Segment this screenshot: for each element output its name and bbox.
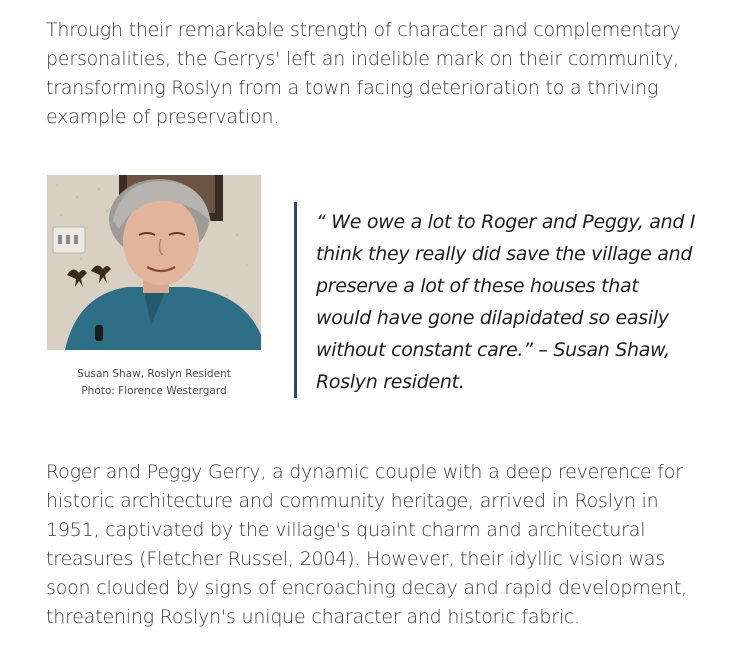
intro-paragraph: Through their remarkable strength of character and complementary personalities, the Gerrys' left an indelible mark on their community, transforming Roslyn from a town facing deterioration to a thriving example of preservation. bbox=[46, 19, 681, 128]
quote-accent-bar bbox=[294, 202, 297, 398]
caption-photo-credit: Photo: Florence Westergard bbox=[81, 385, 227, 397]
portrait-image bbox=[47, 175, 261, 350]
pull-quote: “ We owe a lot to Roger and Peggy, and I think they really did save the village and preserve a lot of these houses that would have gone dilapidated so easily without constant care.” – Susan Shaw, Roslyn resident. bbox=[316, 211, 696, 393]
photo-caption bbox=[47, 366, 261, 400]
body-paragraph: Roger and Peggy Gerry, a dynamic couple with a deep reverence for historic architecture and community heritage, arrived in Roslyn in 1951, captivated by the village's quaint charm and architectural treasures (Fletcher Russel, 2004). However, their idyllic vision was soon clouded by signs of encroaching decay and rapid development, threatening Roslyn's unique character and historic fabric. bbox=[46, 461, 687, 628]
susan-shaw-photo bbox=[47, 175, 261, 350]
caption-credit-name: Susan Shaw, Roslyn Resident bbox=[77, 368, 231, 380]
